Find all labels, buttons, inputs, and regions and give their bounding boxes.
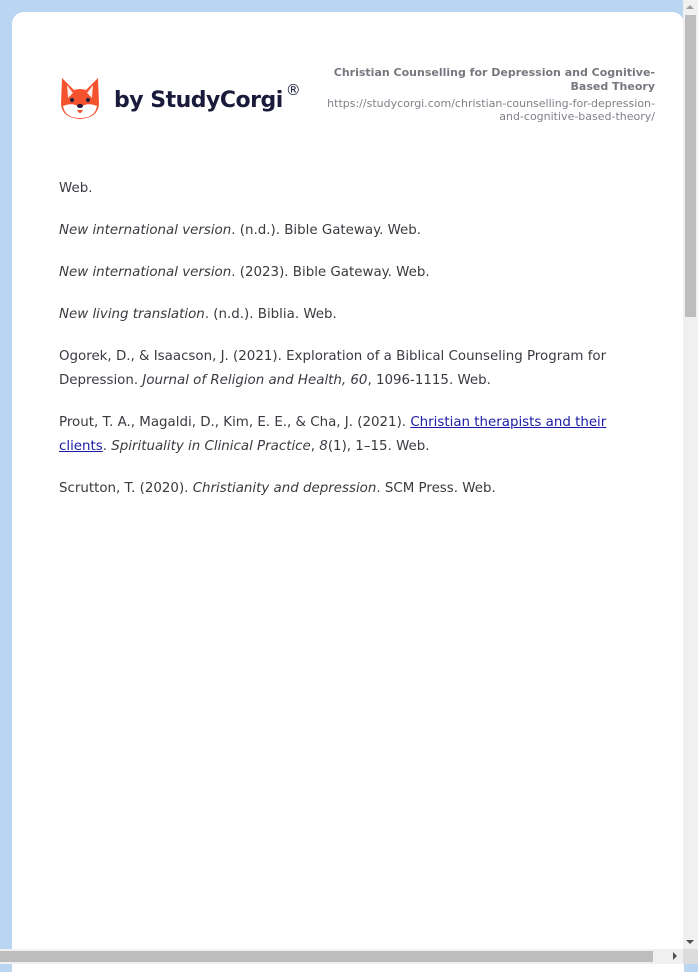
vertical-scrollbar[interactable] <box>683 0 698 949</box>
reference-text: . <box>102 439 112 454</box>
reference-text: . SCM Press. Web. <box>376 481 496 496</box>
scrollbar-corner <box>683 949 698 964</box>
reference-text: , 1096-1115. Web. <box>367 373 491 388</box>
reference-text: Christianity and depression <box>192 481 377 496</box>
reference-text: . (n.d.). Biblia. Web. <box>204 307 337 322</box>
vertical-scroll-thumb[interactable] <box>685 15 696 317</box>
reference-entry <box>59 219 634 243</box>
horizontal-scroll-thumb[interactable] <box>0 951 653 962</box>
document-page <box>12 12 684 972</box>
reference-text: , <box>310 439 320 454</box>
document-title: Christian Counselling for Depression and Cognitive-Based Theory <box>333 66 655 93</box>
scroll-down-arrow-icon[interactable] <box>686 940 694 944</box>
document-header <box>305 66 655 123</box>
reference-link[interactable]: Christian therapists and their clients <box>59 415 607 454</box>
reference-entry <box>59 303 634 327</box>
corgi-logo-icon <box>60 76 100 120</box>
reference-text: Prout, T. A., Magaldi, D., Kim, E. E., & Cha, J. (2021). <box>59 415 411 430</box>
reference-entry <box>59 177 634 201</box>
reference-text: Journal of Religion and Health, 60 <box>142 373 368 388</box>
reference-entry <box>59 477 634 501</box>
reference-text: New international version <box>59 265 232 280</box>
reference-text: . (n.d.). Bible Gateway. Web. <box>231 223 422 238</box>
horizontal-scrollbar[interactable] <box>0 949 683 964</box>
reference-text: (1), 1–15. Web. <box>327 439 430 454</box>
reference-text: New international version <box>59 223 232 238</box>
reference-entry <box>59 345 634 393</box>
reference-text: Spirituality in Clinical Practice <box>111 439 311 454</box>
registered-mark: ® <box>285 80 301 99</box>
reference-text: Web. <box>59 181 93 196</box>
reference-list <box>59 177 634 519</box>
reference-text: New living translation <box>59 307 205 322</box>
reference-text: . (2023). Bible Gateway. Web. <box>231 265 430 280</box>
reference-text: Ogorek, D., & Isaacson, J. (2021). Exploration of a Biblical Counseling Program for Depression. <box>59 349 607 388</box>
reference-entry <box>59 261 634 285</box>
brand-name <box>114 80 301 113</box>
scroll-up-arrow-icon[interactable] <box>686 5 694 9</box>
document-url: https://studycorgi.com/christian-counselling-for-depression-and-cognitive-based-theory/ <box>327 97 655 123</box>
scroll-right-arrow-icon[interactable] <box>673 952 677 960</box>
studycorgi-logo[interactable] <box>60 76 300 120</box>
reference-entry <box>59 411 634 459</box>
brand-text: by StudyCorgi <box>114 87 283 113</box>
reference-text: Scrutton, T. (2020). <box>59 481 193 496</box>
reference-text: 8 <box>319 439 328 454</box>
